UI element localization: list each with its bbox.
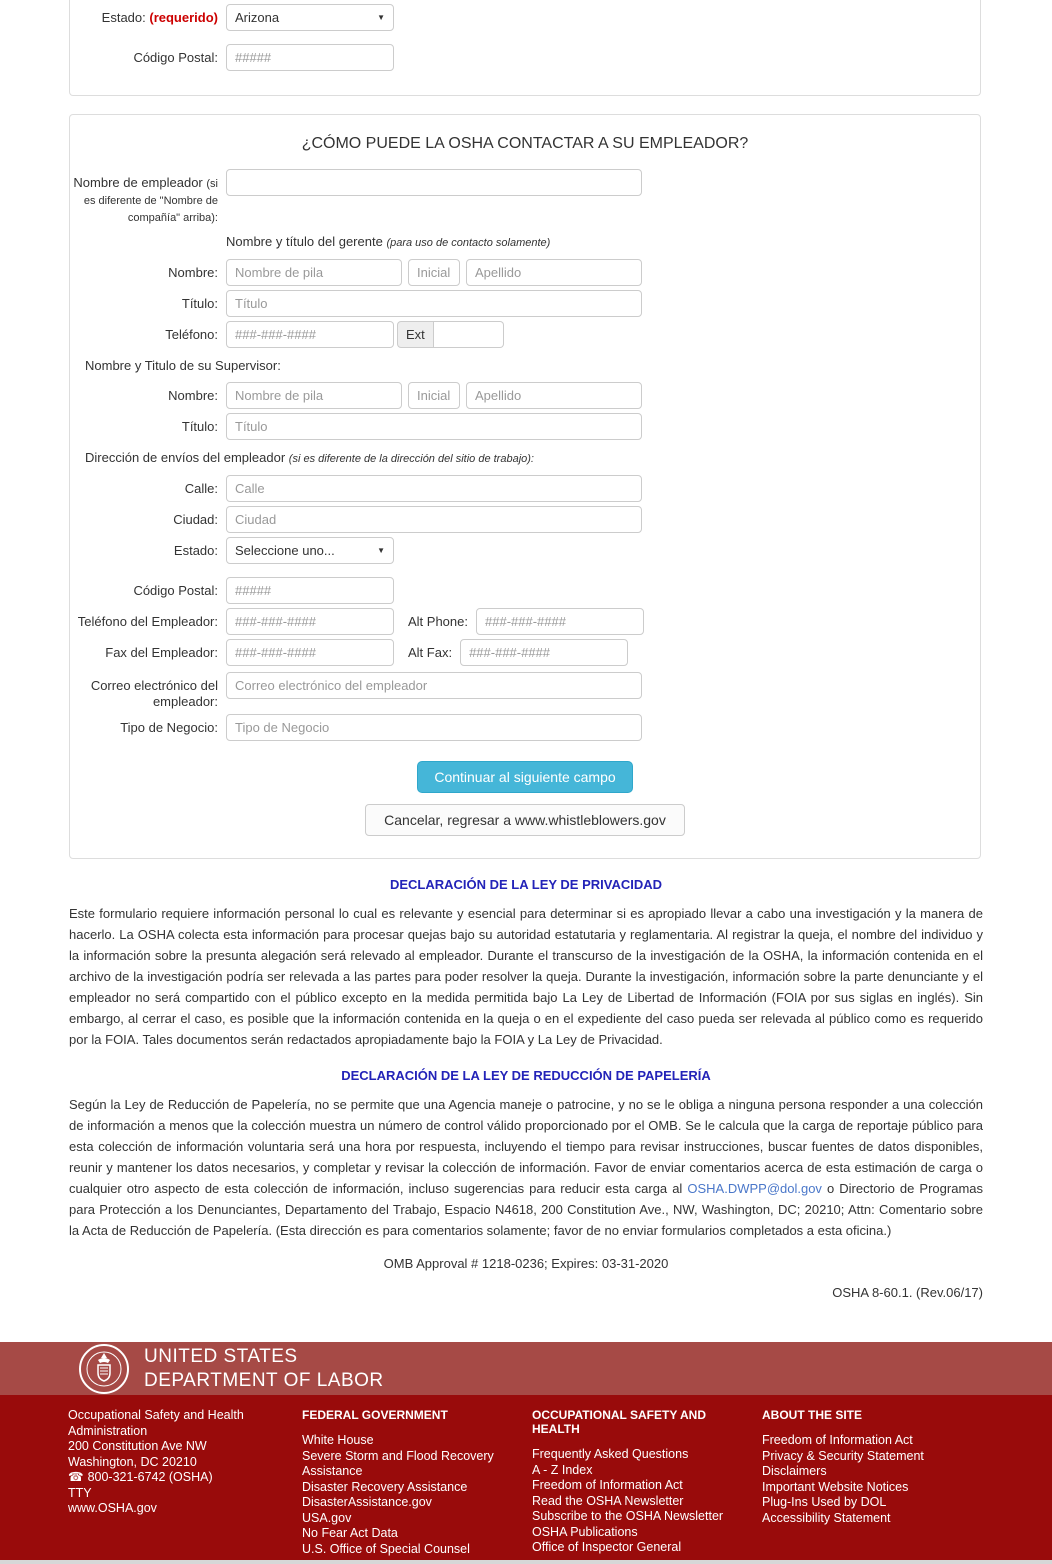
employer-codigo-input[interactable] (226, 577, 394, 604)
section-title: ¿CÓMO PUEDE LA OSHA CONTACTAR A SU EMPLEADOR? (301, 135, 749, 152)
mailing-heading: Dirección de envíos del empleador (si es diferente de la dirección del sitio de trabajo): (85, 450, 534, 465)
footer-link[interactable]: OSHA Publications (532, 1524, 638, 1539)
manager-heading: Nombre y título del gerente (para uso de contacto solamente) (226, 234, 551, 249)
footer-osh-column (532, 1403, 762, 1560)
supervisor-titulo-label: Título: (181, 419, 218, 434)
omb-approval-line: OMB Approval # 1218-0236; Expires: 03-31-2020 (383, 1256, 669, 1271)
footer-links-band (0, 1395, 1052, 1560)
supervisor-nombre-label: Nombre: (168, 388, 218, 403)
employer-phone-input[interactable] (226, 608, 394, 635)
employer-fax-label: Fax del Empleador: (105, 645, 218, 660)
footer-link[interactable]: Plug-Ins Used by DOL (762, 1495, 887, 1509)
manager-phone-input[interactable] (226, 321, 394, 348)
footer-link[interactable]: Disaster Recovery Assistance (302, 1479, 468, 1494)
footer-link[interactable]: Important Website Notices (762, 1479, 909, 1494)
footer-link[interactable]: White House (302, 1433, 374, 1447)
estado-selected-value: Arizona (235, 10, 280, 25)
supervisor-heading: Nombre y Titulo de su Supervisor: (85, 358, 281, 373)
continue-button[interactable]: Continuar al siguiente campo (417, 761, 632, 793)
alt-fax-label: Alt Fax: (408, 645, 453, 660)
chevron-down-icon: ▼ (377, 13, 385, 22)
footer-federal-column (302, 1403, 532, 1560)
supervisor-last-name-input[interactable] (466, 382, 642, 409)
ext-addon-label: Ext (397, 321, 434, 348)
footer-link[interactable]: A - Z Index (532, 1462, 593, 1477)
manager-nombre-label: Nombre: (168, 265, 218, 280)
employer-phone-label: Teléfono del Empleador: (77, 614, 218, 629)
footer-link[interactable]: Read the OSHA Newsletter (532, 1493, 684, 1508)
ciudad-input[interactable] (226, 506, 642, 533)
required-indicator: (requerido) (149, 10, 218, 25)
manager-ext-input[interactable] (434, 321, 504, 348)
manager-first-name-input[interactable] (226, 259, 402, 286)
estado-select[interactable] (226, 4, 394, 31)
footer-column-heading: ABOUT THE SITE (762, 1408, 863, 1422)
phone-icon: ☎ (68, 1470, 84, 1484)
footer-link[interactable]: Disclaimers (762, 1464, 827, 1478)
manager-initial-input[interactable] (408, 259, 460, 286)
footer-phone: ☎ 800-321-6742 (OSHA) (68, 1470, 213, 1484)
footer-link[interactable]: Accessibility Statement (762, 1510, 891, 1525)
employer-fax-input[interactable] (226, 639, 394, 666)
manager-titulo-input[interactable] (226, 290, 642, 317)
calle-label: Calle: (184, 481, 218, 496)
employer-codigo-label: Código Postal: (133, 583, 218, 598)
manager-titulo-label: Título: (181, 296, 218, 311)
supervisor-initial-input[interactable] (408, 382, 460, 409)
cancel-button[interactable]: Cancelar, regresar a www.whistleblowers.gov (365, 804, 685, 836)
codigo-postal-input[interactable] (226, 44, 394, 71)
footer-bottom-strip (0, 1560, 1052, 1564)
correo-input[interactable] (226, 672, 642, 699)
employer-name-input[interactable] (226, 169, 642, 196)
chevron-down-icon: ▼ (377, 546, 385, 555)
footer-link[interactable]: No Fear Act Data (302, 1526, 398, 1540)
estado-label: Estado: (requerido) (101, 10, 218, 25)
footer-address2: Washington, DC 20210 (68, 1454, 197, 1469)
footer-address1: 200 Constitution Ave NW (68, 1439, 207, 1453)
footer-column-heading: OCCUPATIONAL SAFETY AND HEALTH (532, 1408, 707, 1436)
footer-tty-link[interactable]: TTY (68, 1485, 92, 1500)
privacy-act-heading: DECLARACIÓN DE LA LEY DE PRIVACIDAD (389, 877, 663, 892)
ciudad-label: Ciudad: (173, 512, 218, 527)
supervisor-first-name-input[interactable] (226, 382, 402, 409)
alt-phone-label: Alt Phone: (408, 614, 468, 629)
employer-contact-card (69, 114, 981, 859)
paperwork-act-body: Según la Ley de Reducción de Papelería, no se permite que una Agencia maneje o patrocine, y no se le obliga a ninguna persona responder a una colección de información a menos que la colección muestra un número de control válido proporcionado por el OMB. Se le calcula que la carga de reportaje público para esta colección de información voluntaria será una hora por respuesta, incluyendo el tiempo para revisar instrucciones, buscar fuentes de datos disponibles, reunir y mantener los datos necesarios, y completar y revisar la colección de información. Favor de enviar comentarios acerca de esta estimación de carga o cualquier otro aspecto de esta colección de información, incluso sugerencias para reducir esta carga al OSHA.DWPP@dol.gov o Directorio de Programas para Protección a los Denunciantes, Departamento del Trabajo, Espacio N4618, 200 Constitution Ave., NW, Washington, DC; 20210; Attn: Comentario sobre la Acta de Reducción de Papelería. (Esta dirección es para comentarios solamente; favor de no enviar formularios completados a esta oficina.) (69, 1097, 984, 1238)
agency-name: UNITED STATES DEPARTMENT OF LABOR (144, 1345, 384, 1391)
dol-seal-icon (78, 1343, 130, 1395)
footer-column-heading: FEDERAL GOVERNMENT (302, 1408, 448, 1422)
footer-contact-column (68, 1408, 302, 1560)
alt-phone-input[interactable] (476, 608, 644, 635)
employer-estado-selected-value: Seleccione uno... (235, 543, 335, 558)
supervisor-titulo-input[interactable] (226, 413, 642, 440)
footer-about-column (762, 1403, 1052, 1560)
employer-estado-select[interactable] (226, 537, 394, 564)
footer-org: Occupational Safety and Health Administration (68, 1408, 244, 1438)
footer-link[interactable]: Subscribe to the OSHA Newsletter (532, 1509, 724, 1523)
legal-section (69, 877, 983, 1271)
privacy-act-body: Este formulario requiere información personal lo cual es relevante y esencial para determinar si es apropiado llevar a cabo una investigación y la manera de hacerlo. La OSHA colecta esta información para procesar quejas bajo su autoridad estatutaria y reglamentaria. Al registrar la queja, el nombre del individuo y la información sobre la presunta alegación será relevado al empleador. Durante el transcurso de la investigación de la OSHA, la información contenida en el archivo de la investigación podría ser relevada a las partes para poder resolver la queja. Durante la investigación, información sobre la parte denunciante y el empleador no será compartido con el público excepto en la medida permitida bajo La Ley de Libertad de Información (FOIA por sus siglas en inglés). Sin embargo, al cerrar el caso, es posible que la información contenida en la queja o en el expediente del caso pueda ser relevada al público como es requerido por la FOIA. Tales documentos serán redactados apropiadamente bajo la FOIA y La Ley de Privacidad. (69, 906, 983, 1047)
osha-dwpp-email-link[interactable]: OSHA.DWPP@dol.gov (687, 1181, 822, 1196)
footer-link[interactable]: Office of Inspector General (532, 1540, 682, 1554)
alt-fax-input[interactable] (460, 639, 628, 666)
footer-link[interactable]: Severe Storm and Flood Recovery Assistance (302, 1448, 494, 1478)
codigo-postal-label: Código Postal: (133, 50, 218, 65)
worksite-state-card (69, 0, 981, 96)
footer-link[interactable]: Freedom of Information Act (762, 1433, 913, 1447)
footer-link[interactable]: Freedom of Information Act (532, 1478, 683, 1492)
tipo-negocio-label: Tipo de Negocio: (120, 720, 218, 735)
tipo-negocio-input[interactable] (226, 714, 642, 741)
manager-telefono-label: Teléfono: (165, 327, 218, 342)
form-number: OSHA 8-60.1. (Rev.06/17) (832, 1285, 983, 1300)
footer-link[interactable]: USA.gov (302, 1510, 352, 1525)
correo-label: Correo electrónico del empleador: (90, 678, 218, 709)
manager-last-name-input[interactable] (466, 259, 642, 286)
calle-input[interactable] (226, 475, 642, 502)
footer-link[interactable]: Frequently Asked Questions (532, 1447, 689, 1461)
footer-website-link[interactable]: www.OSHA.gov (68, 1501, 157, 1515)
employer-estado-label: Estado: (173, 543, 218, 558)
footer-link[interactable]: DisasterAssistance.gov (302, 1495, 432, 1509)
footer-link[interactable]: U.S. Office of Special Counsel (302, 1541, 470, 1556)
paperwork-act-heading: DECLARACIÓN DE LA LEY DE REDUCCIÓN DE PAPELERÍA (341, 1068, 711, 1083)
footer-agency-band (0, 1342, 1052, 1395)
employer-name-label: Nombre de empleador (si es diferente de "Nombre de compañía" arriba): (73, 175, 218, 224)
footer-link[interactable]: Privacy & Security Statement (762, 1448, 924, 1463)
